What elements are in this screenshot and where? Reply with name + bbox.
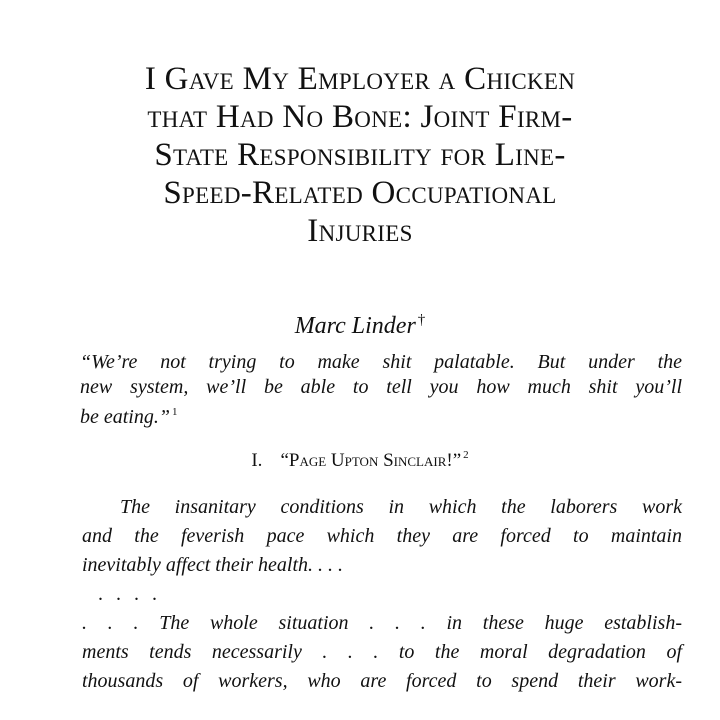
ellipsis-line: . . . . [98,583,161,605]
section-number: I. [251,450,263,471]
author-footnote-mark: † [417,312,426,328]
epigraph-line: new system, we’ll be able to tell you how much shit you’ll [80,376,682,398]
footnote-ref: 2 [463,449,469,461]
title-line: State Responsibility for Line- [154,137,566,173]
epigraph [80,350,682,430]
epigraph-line [80,400,682,430]
quote-line: and the feverish pace which they are forced to maintain [82,525,682,547]
author-byline [0,305,720,341]
author-name: Marc Linder [294,313,416,339]
title-line: Injuries [307,213,413,249]
quote-line: ments tends necessarily . . . to the moral degradation of [82,641,682,663]
article-title [40,60,680,250]
title-line: that Had No Bone: Joint Firm- [147,99,573,135]
quote-line: inevitably affect their health. . . . [82,554,344,576]
section-title: “Page Upton Sinclair!” [280,450,462,471]
section-heading [0,443,720,473]
quote-line: thousands of workers, who are forced to spend their work- [82,670,682,692]
epigraph-line-text: be eating.” [80,406,170,428]
block-quote [82,493,682,696]
epigraph-line: “We’re not trying to make shit palatable. But under the [80,351,682,373]
title-line: Speed-Related Occupational [163,175,557,211]
quote-line: . . . The whole situation . . . in these huge establish- [82,612,682,634]
footnote-ref: 1 [172,406,178,418]
quote-line: The insanitary conditions in which the laborers work [120,496,682,518]
title-line: I Gave My Employer a Chicken [144,61,576,97]
